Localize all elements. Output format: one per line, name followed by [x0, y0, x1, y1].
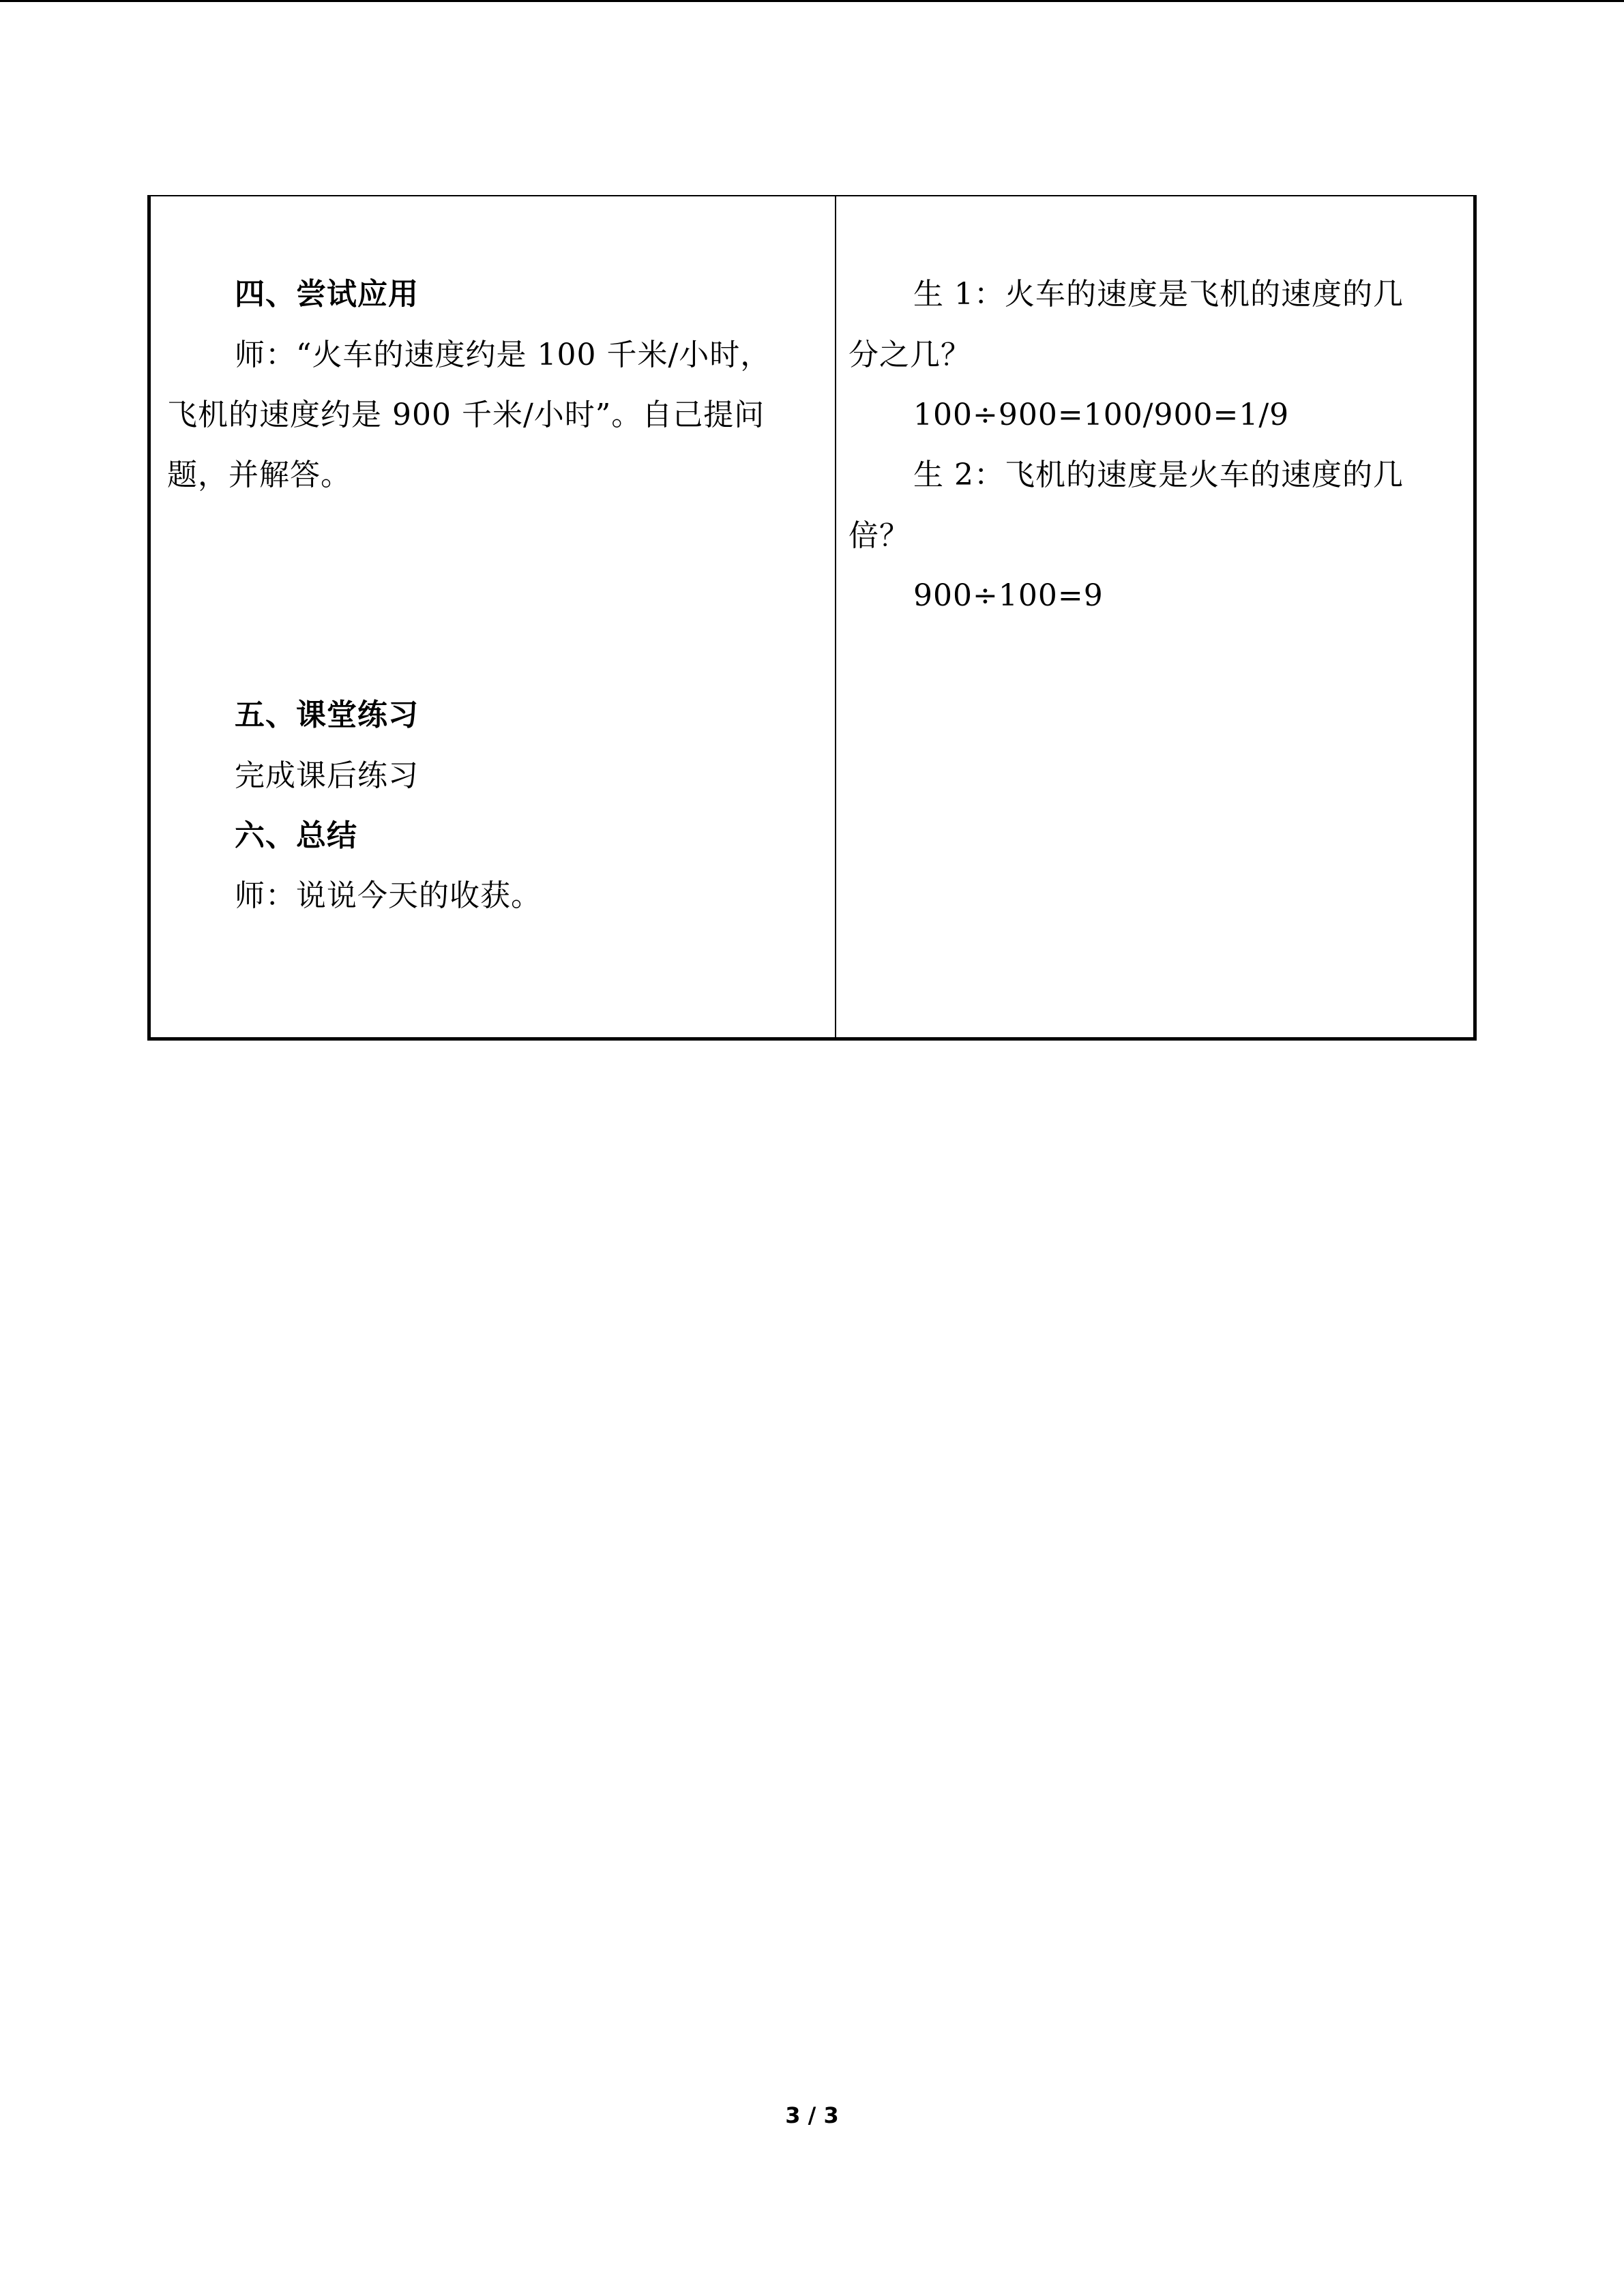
teacher-question-line-2: 飞机的速度约是 900 千米/小时”。自己提问 [167, 398, 765, 432]
teacher-activity-cell [151, 196, 835, 1037]
student-activity-cell [836, 196, 1473, 1037]
teacher-question-line-1: 师：“火车的速度约是 100 千米/小时， [235, 338, 771, 372]
student1-answer-line-2: 分之几？ [848, 338, 971, 372]
student1-answer-line-1: 生 1：火车的速度是飞机的速度的几 [913, 277, 1404, 312]
equation-1: 100÷900=100/900=1/9 [913, 398, 1290, 432]
summary-text: 师：说说今天的收获。 [235, 878, 542, 913]
section-heading-classroom-practice: 五、课堂练习 [235, 698, 419, 732]
section-heading-summary: 六、总结 [235, 818, 357, 853]
lesson-table [147, 195, 1477, 1041]
page-number: 3 / 3 [785, 2102, 839, 2128]
student2-answer-line-1: 生 2：飞机的速度是火车的速度的几 [913, 458, 1404, 492]
student2-answer-line-2: 倍？ [848, 518, 910, 553]
top-border-line [0, 0, 1624, 2]
teacher-question-line-3: 题，并解答。 [167, 458, 351, 492]
section-heading-trial-application: 四、尝试应用 [235, 277, 419, 312]
classroom-practice-text: 完成课后练习 [235, 758, 419, 793]
equation-2: 900÷100=9 [913, 578, 1104, 613]
